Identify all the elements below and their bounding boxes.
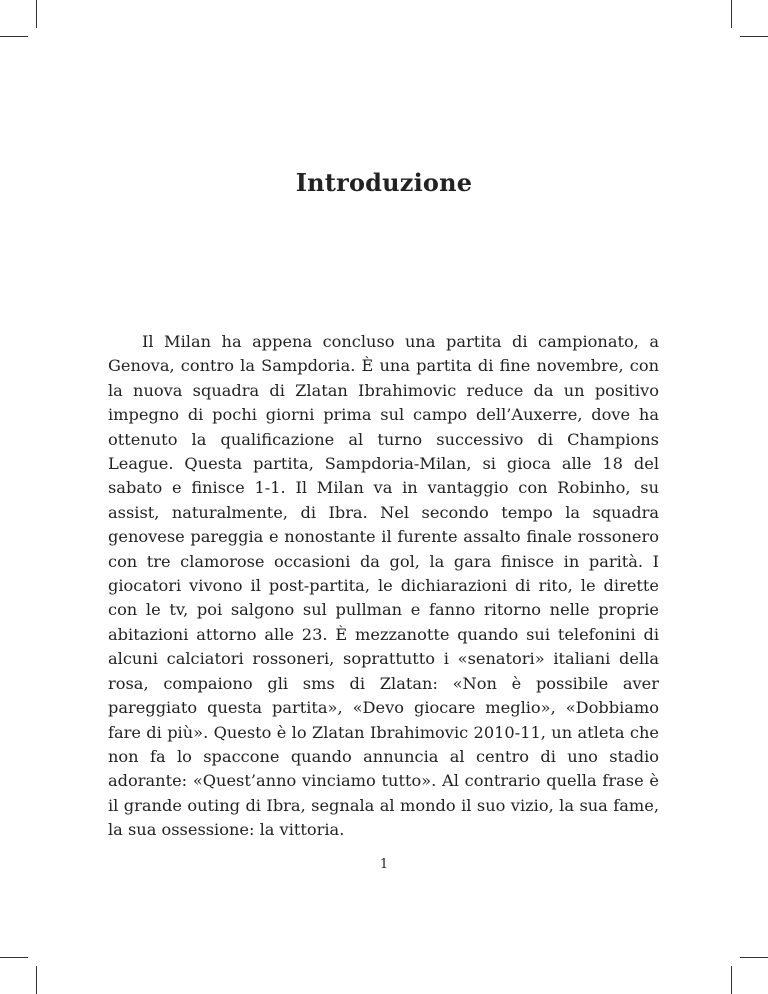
crop-mark <box>0 36 28 37</box>
crop-mark <box>36 966 37 994</box>
page-title: Introduzione <box>295 168 473 197</box>
crop-mark <box>36 0 37 28</box>
page-number: 1 <box>379 857 389 872</box>
crop-mark <box>731 966 732 994</box>
crop-mark <box>731 0 732 28</box>
crop-mark <box>740 957 768 958</box>
body-paragraph: Il Milan ha appena concluso una partita di campionato, a Genova, contro la Sampdoria. È una partita di fine novembre, con la nuova squadra di Zlatan Ibrahimovic reduce da un positivo impegno di pochi giorni prima sul campo dell’Auxerre, dove ha ottenuto la qualificazione al turno successivo di Champions League. Questa partita, Sampdoria-Milan, si gioca alle 18 del sabato e finisce 1-1. Il Milan va in vantaggio con Robinho, su assist, naturalmente, di Ibra. Nel secondo tempo la squadra genovese pareggia e nonostante il furente assalto finale rossonero con tre clamorose occasioni da gol, la gara finisce in parità. I giocatori vivono il post-partita, le dichiarazioni di rito, le dirette con le tv, poi salgono sul pullman e fanno ritorno nelle proprie abitazioni attorno alle 23. È mezzanotte quando sui telefonini di alcuni calciatori rossoneri, soprattutto i «senatori» italiani della rosa, compaiono gli sms di Zlatan: «Non è possibile aver pareggiato questa partita», «Devo giocare meglio», «Dobbiamo fare di più». Questo è lo Zlatan Ibrahimovic 2010-11, un atleta che non fa lo spaccone quando annuncia al centro di uno stadio adorante: «Quest’anno vinciamo tutto». Al contrario quella frase è il grande outing di Ibra, segnala al mondo il suo vizio, la sua fame, la sua ossessione: la vittoria. <box>108 332 659 840</box>
crop-mark <box>0 957 28 958</box>
crop-mark <box>740 36 768 37</box>
